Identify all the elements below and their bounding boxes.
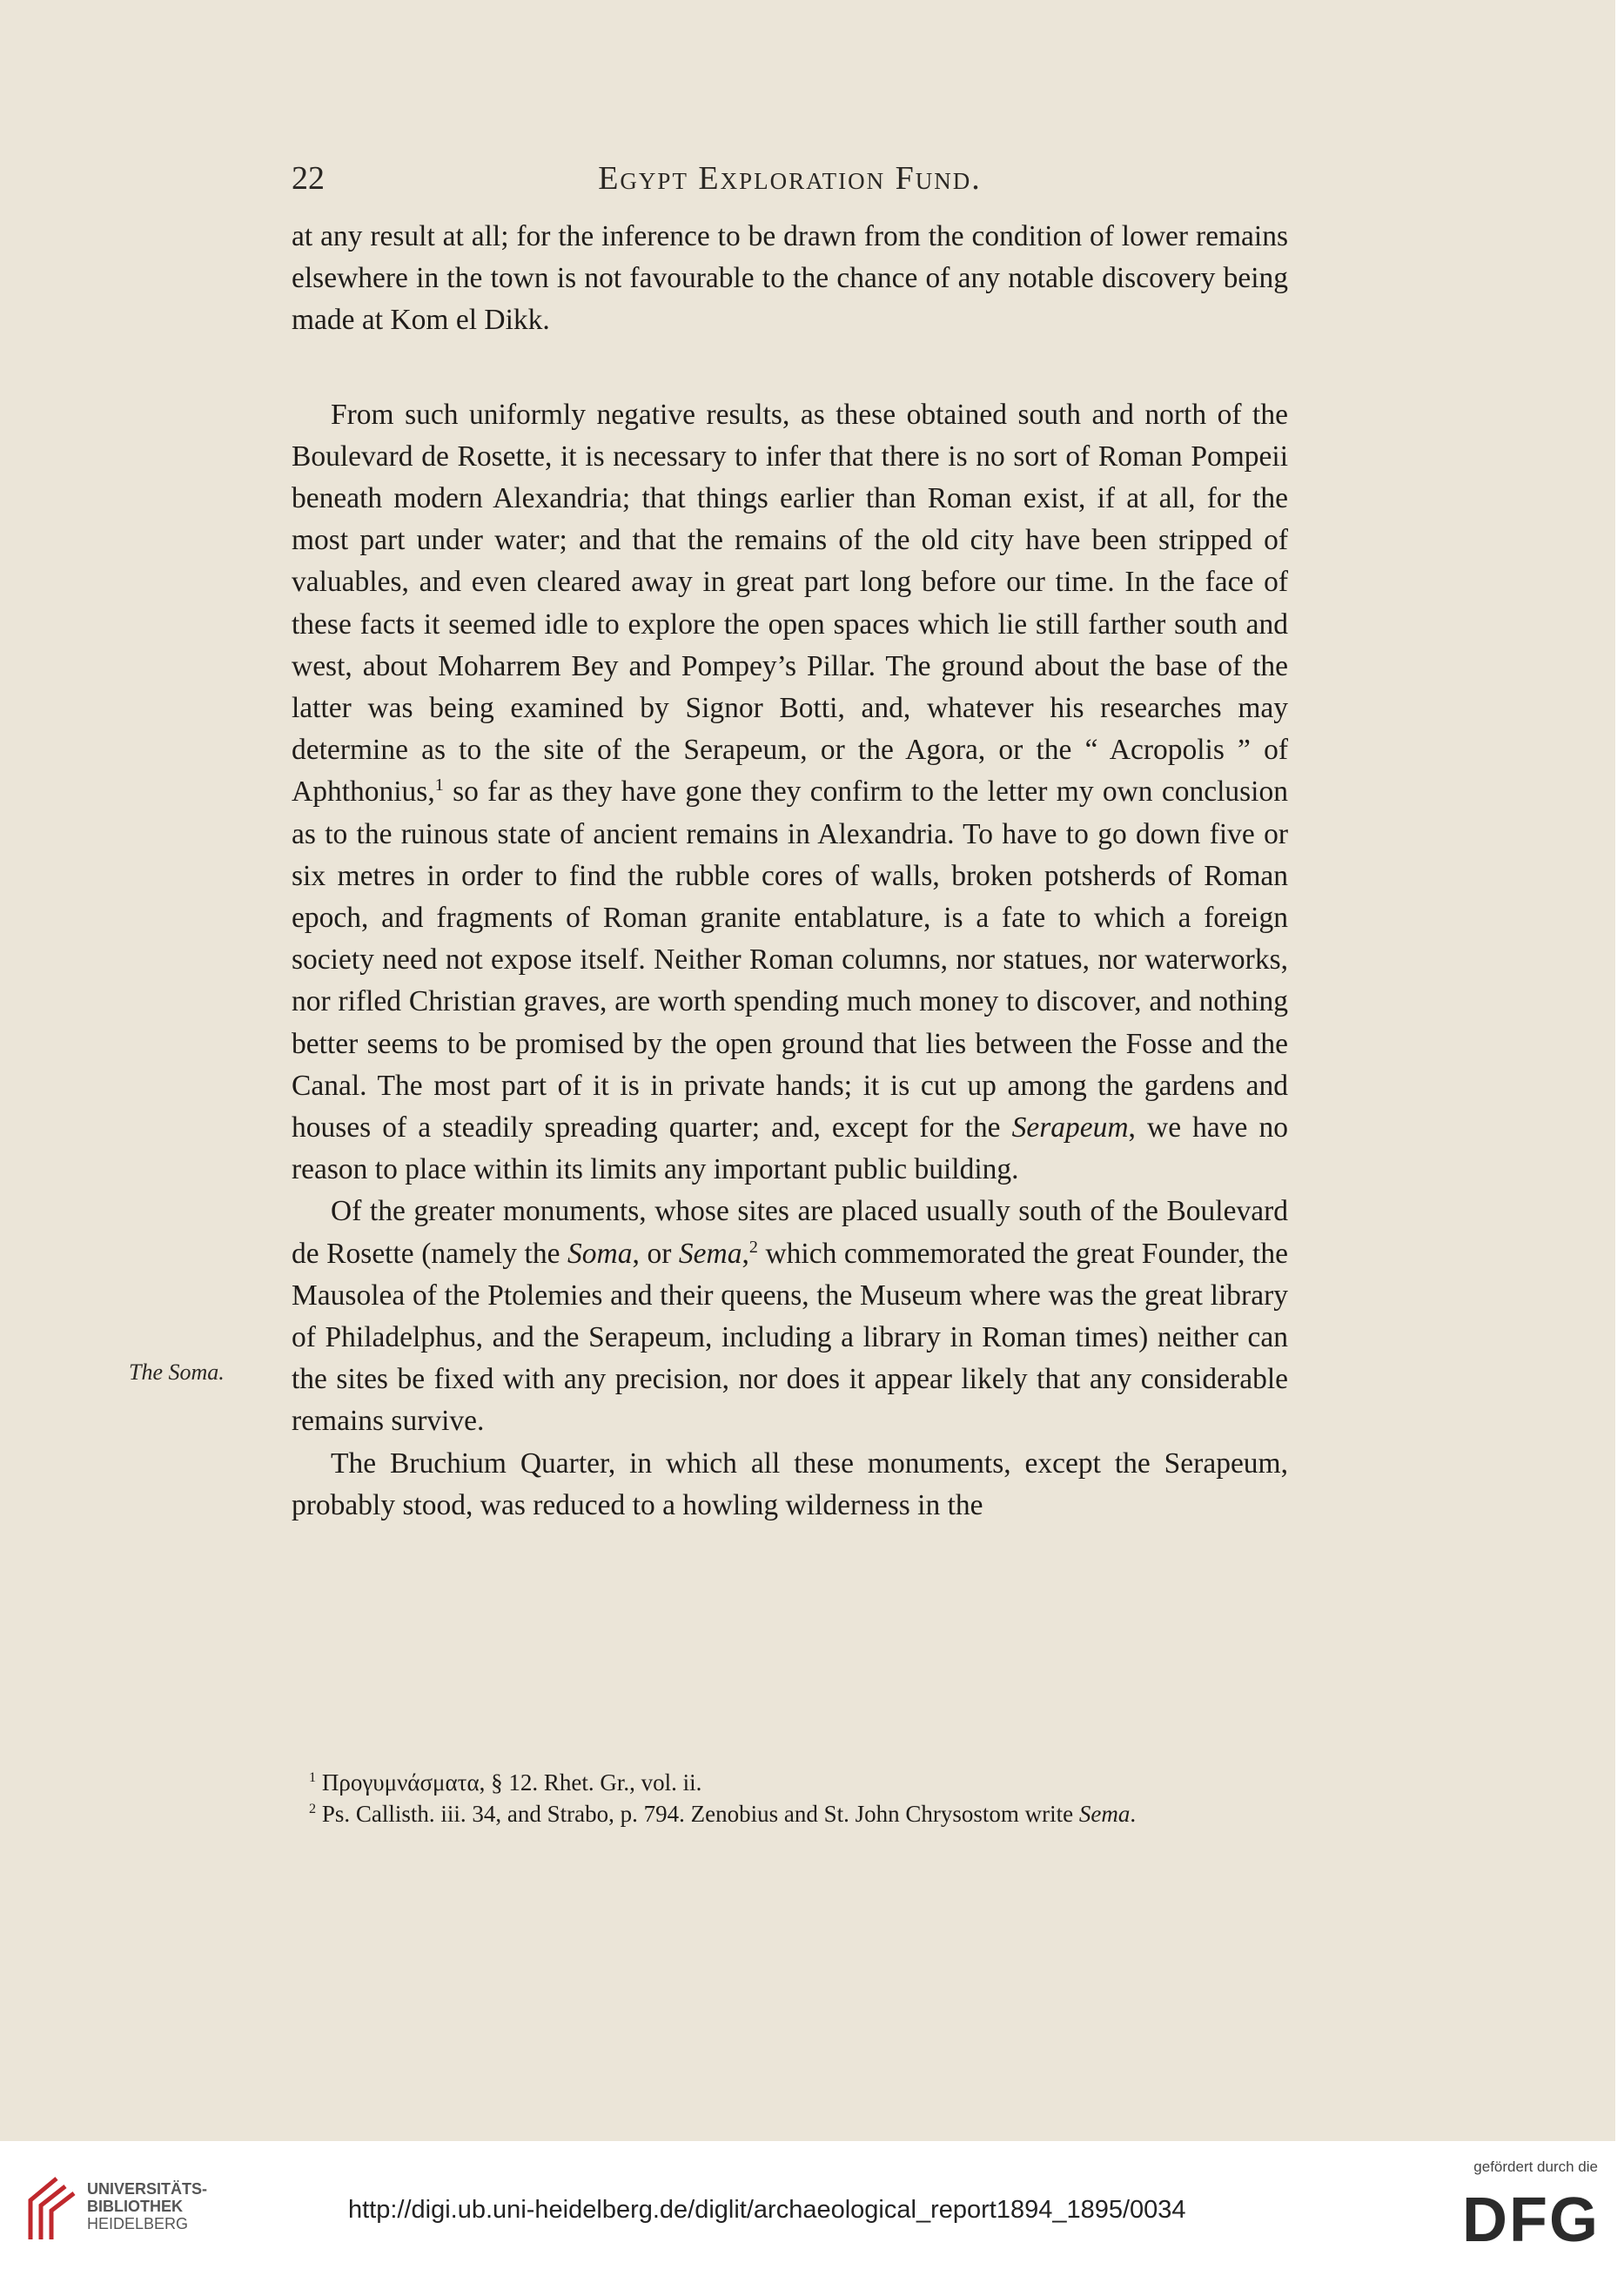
paragraph: The Bruchium Quarter, in which all these monuments, except the Serapeum, probably stood, was reduced to a howling wilderness in the bbox=[292, 1447, 1288, 1521]
dfg-logo: DFG bbox=[1462, 2185, 1600, 2255]
paragraph: at any result at all; for the inference to be drawn from the condition of lower remains elsewhere in the town is not favourable to the chance of any notable discovery being made at Kom el Dikk. bbox=[292, 220, 1288, 337]
footnotes bbox=[292, 1767, 1288, 1829]
funded-by-label: gefördert durch die bbox=[1473, 2158, 1598, 2175]
footnote-mark: 1 bbox=[434, 775, 444, 795]
page-number: 22 bbox=[292, 160, 325, 197]
paragraph: Of the greater monuments, whose sites are placed usually south of the Boulevard de Rosette (namely the Soma, or Sema,$^2$ which commemorated the great Founder, the Mausolea of the Ptolemies and their queens, the Museum where was the great library of Philadelphus, and the Serapeum, including a library in Roman times) neither can the sites be fixed with any precision, nor does it appear likely that any considerable remains survive. bbox=[292, 1195, 1288, 1438]
viewer-footer bbox=[0, 2141, 1624, 2269]
library-name: UNIVERSITÄTS- BIBLIOTHEK HEIDELBERG bbox=[87, 2180, 208, 2232]
footnote-mark: 2 bbox=[748, 1237, 758, 1257]
footnote-2: $^2$ Ps. Callisth. iii. 34, and Strabo, p. 794. Zenobius and St. John Chrysostom write Sema. bbox=[309, 1801, 1137, 1827]
body-text bbox=[292, 216, 1288, 1527]
running-title: Egypt Exploration Fund. bbox=[598, 160, 982, 197]
permalink[interactable]: http://digi.ub.uni-heidelberg.de/diglit/archaeological_report1894_1895/0034 bbox=[348, 2196, 1186, 2224]
footnote-1: $^1$ Προγυμνάσματα, § 12. Rhet. Gr., vol. ii. bbox=[309, 1769, 702, 1796]
library-logo-icon bbox=[22, 2174, 83, 2244]
margin-note: The Soma. bbox=[129, 1359, 225, 1385]
paragraph: From such uniformly negative results, as these obtained south and north of the Boulevard de Rosette, it is necessary to infer that there is no sort of Roman Pompeii beneath modern Alexandria; that things earlier than Roman exist, if at all, for the most part under water; and that the remains of the old city have been stripped of valuables, and even cleared away in great part long before our time. In the face of these facts it seemed idle to explore the open spaces which lie still farther south and west, about Moharrem Bey and Pompey’s Pillar. The ground about the base of the latter was being examined by Signor Botti, and, whatever his researches may determine as to the site of the Serapeum, or the Agora, or the “ Acropolis ” of Aphthonius,$^1$ so far as they have gone they confirm to the letter my own conclusion as to the ruinous state of ancient remains in Alexandria. To have to go down five or six metres in order to find the rubble cores of walls, broken potsherds of Roman epoch, and fragments of Roman granite entablature, is a fate to which a foreign society need not expose itself. Neither Roman columns, nor statues, nor waterworks, nor rifled Christian graves, are worth spending much money to discover, and nothing better seems to be promised by the open ground that lies between the Fosse and the Canal. The most part of it is in private hands; it is cut up among the gardens and houses of a steadily spreading quarter; and, except for the Serapeum, we have no reason to place within its limits any important public building. bbox=[292, 398, 1288, 1186]
